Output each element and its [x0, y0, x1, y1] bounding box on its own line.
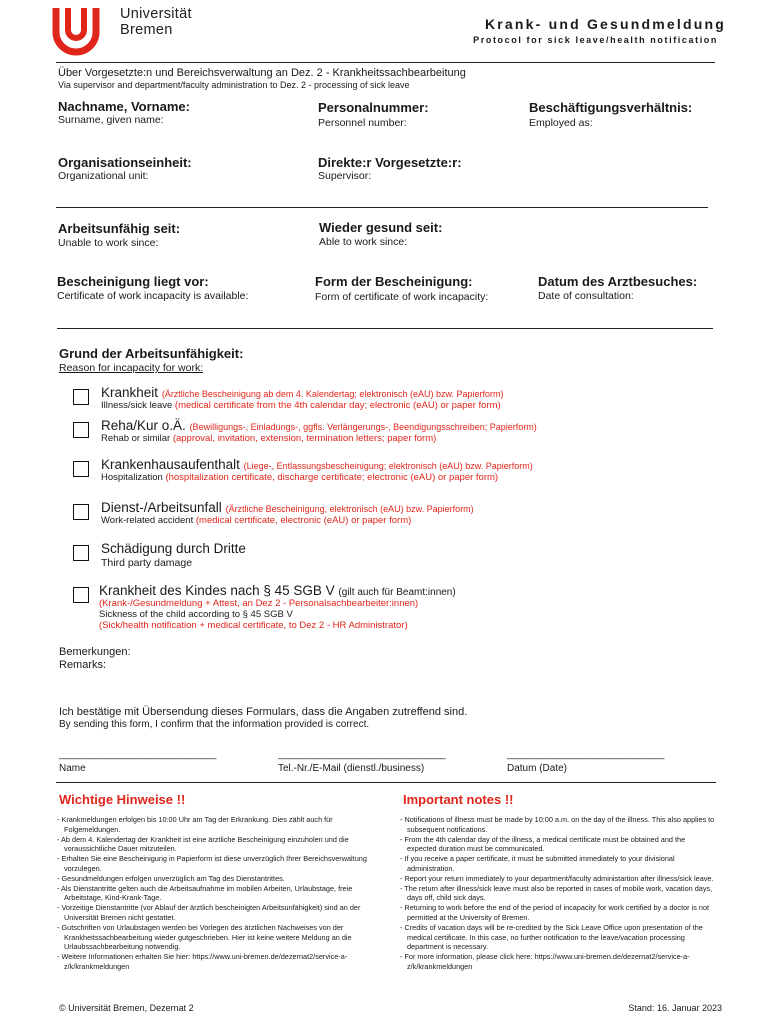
option-rehab-note-de: (Bewilligungs-, Einladungs-, ggfls. Verlängerungs-, Beendigungsschreiben; Papierform): [189, 422, 537, 432]
option-hospital-note-de: (Liege-, Entlassungsbescheinigung; elektronisch (eAU) bzw. Papierform): [243, 461, 533, 471]
reason-option-illness: [101, 385, 503, 411]
section-divider-1: [56, 207, 708, 208]
field-name-label-en: Surname, given name:: [58, 114, 164, 126]
field-unable-since[interactable]: [58, 221, 180, 249]
field-employment-label-en: Employed as:: [529, 117, 593, 129]
note-item: - Ab dem 4. Kalendertag der Krankheit ist eine ärztliche Bescheinigung einzuholen und die voraussichtliche Dauer mitzuteilen.: [57, 834, 349, 854]
option-rehab-label-de: Reha/Kur o.Ä.: [101, 418, 186, 433]
reason-subtitle: Reason for incapacity for work:: [59, 362, 204, 374]
note-item: - Notifications of illness must be made by 10:00 a.m. on the day of the illness. This also applies to subsequent notifications.: [400, 815, 715, 834]
field-org-unit[interactable]: [58, 155, 192, 182]
note-item: - Als Dienstantritte gelten auch die Arbeitsaufnahme im mobilen Arbeiten, Urlaubstage, freie Arbeitstage, Kind-Krank-Tage.: [57, 883, 353, 903]
university-logo-icon: [52, 6, 112, 56]
note-item: - Report your return immediately to your department/faculty administartion after illness/sick leave.: [400, 873, 714, 883]
option-hospital-label-en: Hospitalization: [101, 472, 163, 483]
field-consultation-date[interactable]: [538, 274, 697, 302]
field-able-since-label-en: Able to work since:: [319, 236, 408, 248]
note-item: - Gesundmeldungen erfolgen unverzüglich am Tag des Dienstantrittes.: [57, 873, 285, 883]
note-item: - If you receive a paper certificate, it must be submitted immediately to your divisional administration.: [400, 854, 675, 873]
reason-checkbox-hospital[interactable]: [73, 461, 89, 477]
field-unable-since-label-de: Arbeitsunfähig seit:: [58, 221, 181, 236]
reason-title: Grund der Arbeitsunfähigkeit:: [59, 346, 244, 361]
footer-copyright: © Universität Bremen, Dezernat 2: [59, 1003, 194, 1013]
reason-option-third-party: [101, 541, 246, 569]
remarks-label-en: Remarks:: [59, 659, 107, 671]
field-certificate-form[interactable]: [315, 274, 488, 303]
signature-phone-line[interactable]: _________________________________: [278, 749, 446, 760]
reason-checkbox-illness[interactable]: [73, 389, 89, 405]
option-hospital-note-en: (hospitalization certificate, discharge certificate; electronic (eAU) or paper form): [165, 472, 499, 483]
routing-de: Über Vorgesetzte:n und Bereichsverwaltung an Dez. 2 - Krankheitssachbearbeitung: [58, 67, 466, 79]
note-item: - From the 4th calendar day of the illness, a medical certificate must be obtained and the expected duration must be communicated.: [400, 834, 686, 854]
reason-checkbox-rehab[interactable]: [73, 422, 89, 438]
option-child-label-de: Krankheit des Kindes nach § 45 SGB V: [99, 583, 335, 598]
logo-line-1: Universität: [120, 6, 192, 22]
field-certificate[interactable]: [57, 274, 248, 302]
option-hospital-label-de: Krankenhausaufenthalt: [101, 457, 240, 472]
signature-name-line[interactable]: _______________________________: [59, 749, 216, 760]
option-illness-label-de: Krankheit: [101, 385, 159, 400]
option-illness-note-en: (medical certificate from the 4th calendar day; electronic (eAU) or paper form): [174, 400, 501, 411]
remarks-field[interactable]: [59, 646, 131, 672]
option-accident-label-en: Work-related accident: [101, 515, 194, 526]
option-rehab-label-en: Rehab or similar: [101, 433, 171, 444]
notes-divider: [56, 782, 716, 783]
field-personnel-label-en: Personnel number:: [318, 117, 407, 129]
section-divider-2: [57, 328, 713, 329]
reason-option-work-accident: [101, 500, 474, 526]
field-supervisor-label-en: Supervisor:: [318, 170, 372, 182]
field-certificate-label-de: Bescheinigung liegt vor:: [57, 274, 209, 289]
reason-option-rehab: [101, 418, 537, 444]
reason-option-child-sickness: [99, 583, 456, 631]
notes-de-list: [57, 815, 370, 972]
option-child-note-en: (Sick/health notification + medical certificate, to Dez 2 - HR Administrator): [99, 620, 408, 631]
option-third-party-label-en: Third party damage: [101, 557, 193, 569]
field-supervisor-label-de: Direkte:r Vorgesetzte:r:: [318, 155, 462, 170]
option-rehab-note-en: (approval, invitation, extension, termination letters; paper form): [172, 433, 437, 444]
notes-en-title: Important notes !!: [403, 792, 514, 807]
note-item: - Weitere Informationen erhalten Sie hier: https://www.uni-bremen.de/dezernat2/service-a-z/k/krankmeldungen: [57, 952, 348, 971]
field-org-unit-label-en: Organizational unit:: [58, 170, 149, 182]
field-supervisor[interactable]: [318, 155, 462, 182]
remarks-label-de: Bemerkungen:: [59, 646, 131, 658]
field-org-unit-label-de: Organisationseinheit:: [58, 155, 192, 170]
note-item: - Krankmeldungen erfolgen bis 10:00 Uhr am Tag der Erkrankung. Dies zählt auch für Folgemeldungen.: [57, 815, 333, 834]
reason-option-hospital: [101, 457, 533, 483]
option-illness-note-de: (Ärztliche Bescheinigung ab dem 4. Kalendertag; elektronisch (eAU) bzw. Papierform): [161, 389, 504, 399]
reason-checkbox-third-party[interactable]: [73, 545, 89, 561]
footer-date: Stand: 16. Januar 2023: [628, 1003, 722, 1013]
field-personnel-label-de: Personalnummer:: [318, 100, 429, 115]
confirmation-en: By sending this form, I confirm that the information provided is correct.: [59, 719, 370, 730]
university-logo-text: [120, 6, 192, 38]
field-employment[interactable]: [529, 100, 692, 129]
option-child-label-en: Sickness of the child according to § 45 SGB V: [99, 609, 293, 620]
field-unable-since-label-en: Unable to work since:: [58, 237, 159, 249]
field-cert-form-label-de: Form der Bescheinigung:: [315, 274, 473, 289]
field-consult-date-label-en: Date of consultation:: [538, 290, 634, 302]
routing-en: Via supervisor and department/faculty administration to Dez. 2 - processing of sick leave: [58, 80, 410, 90]
signature-phone-label: Tel.-Nr./E-Mail (dienstl./business): [278, 763, 425, 774]
note-item: - For more information, please click here: https://www.uni-bremen.de/dezernat2/service-a-z/k/krankmeldungen: [400, 952, 690, 971]
note-item: - Erhalten Sie eine Bescheinigung in Papierform ist diese unverzüglich Ihrer Bereichsverwaltung vorzulegen.: [57, 854, 367, 873]
logo-line-2: Bremen: [120, 22, 173, 38]
reason-checkbox-child-sickness[interactable]: [73, 587, 89, 603]
note-item: - Credits of vacation days will be re-credited by the Sick Leave Office upon presentation of the medical certificate. In this case, no further notification to the leave/vacation processing department is necessary.: [400, 922, 703, 952]
confirmation-de: Ich bestätige mit Übersendung dieses Formulars, dass die Angaben zutreffend sind.: [59, 706, 468, 718]
notes-de-title: Wichtige Hinweise !!: [59, 792, 186, 807]
option-accident-label-de: Dienst-/Arbeitsunfall: [101, 500, 222, 515]
option-third-party-label-de: Schädigung durch Dritte: [101, 541, 246, 556]
note-item: - The return after illness/sick leave must also be reported in cases of mobile work, vacation days, days off, child sick days.: [400, 883, 713, 903]
signature-name-label: Name: [59, 763, 86, 774]
field-certificate-label-en: Certificate of work incapacity is available:: [57, 290, 249, 302]
option-child-suffix-de: (gilt auch für Beamt:innen): [338, 587, 456, 598]
field-able-since[interactable]: [319, 220, 442, 248]
field-employment-label-de: Beschäftigungsverhältnis:: [529, 100, 693, 115]
option-child-note-de: (Krank-/Gesundmeldung + Attest, an Dez 2 - Personalsachbearbeiter:innen): [99, 598, 419, 609]
note-item: - Returning to work before the end of the period of incapacity for work certified by a doctor is not permitted at the University of Bremen.: [400, 903, 710, 922]
reason-checkbox-work-accident[interactable]: [73, 504, 89, 520]
field-name[interactable]: [58, 99, 190, 126]
option-accident-note-en: (medical certificate, electronic (eAU) or paper form): [195, 515, 412, 526]
option-illness-label-en: Illness/sick leave: [101, 400, 173, 411]
field-consult-date-label-de: Datum des Arztbesuches:: [538, 274, 698, 289]
signature-date-label: Datum (Date): [507, 763, 568, 774]
notes-en-list: [400, 815, 715, 972]
option-accident-note-de: (Ärztliche Bescheinigung, elektronisch (eAU) bzw. Papierform): [225, 504, 474, 514]
field-cert-form-label-en: Form of certificate of work incapacity:: [315, 291, 489, 303]
note-item: - Gutschriften von Urlaubstagen werden bei Vorlegen des ärztlichen Nachweises von der Krankheitssachbearbeitung wieder gutgeschrieben. Hier ist keine weitere Meldung an die Urlaubssachbearbeitung notwendig.: [57, 922, 352, 952]
document-subtitle: Protocol for sick leave/health notification: [473, 35, 718, 45]
field-name-label-de: Nachname, Vorname:: [58, 99, 190, 114]
field-able-since-label-de: Wieder gesund seit:: [319, 220, 443, 235]
signature-date-line[interactable]: _______________________________: [507, 749, 664, 760]
document-title: Krank- und Gesundmeldung: [484, 16, 726, 32]
header-divider: [56, 62, 715, 63]
field-personnel-number[interactable]: [318, 100, 429, 129]
note-item: - Vorzeitige Dienstantritte (vor Ablauf der ärztlich bescheinigten Arbeitsunfähigkeit) sind an der Universität Bremen nicht gestattet.: [57, 903, 361, 922]
